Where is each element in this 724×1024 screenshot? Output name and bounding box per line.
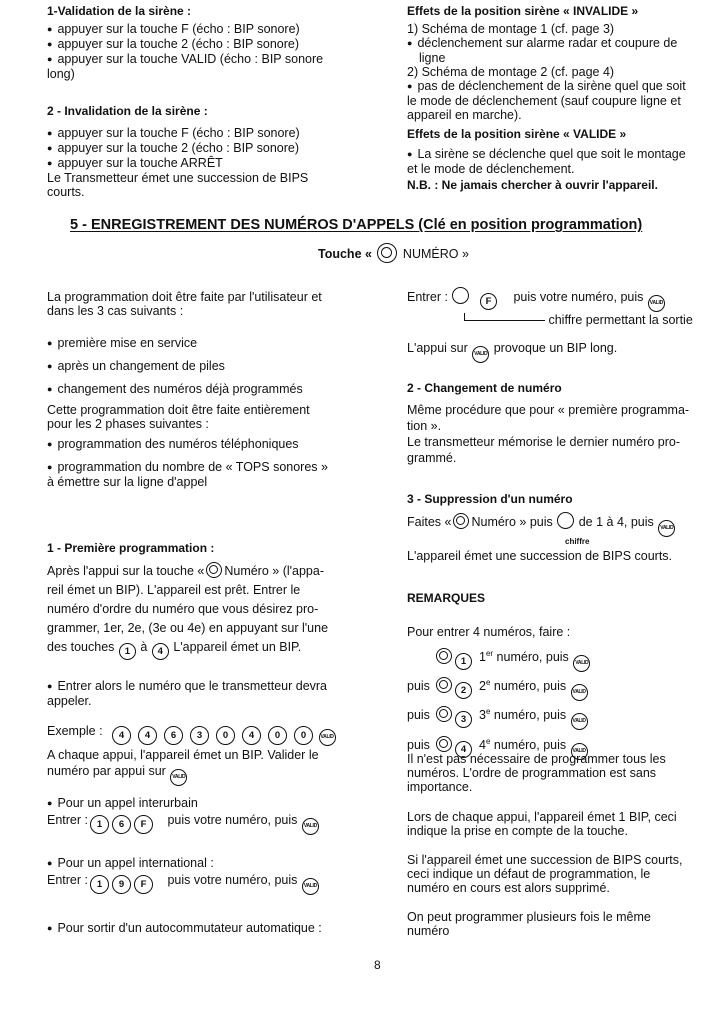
validation-block xyxy=(47,4,360,81)
list-item-cont: à émettre sur la ligne d'appel xyxy=(47,475,208,489)
text-span: de 1 à 4, puis xyxy=(578,515,654,529)
text-line: L'appareil émet une succession de BIPS courts. xyxy=(407,549,673,563)
list-item: ● appuyer sur la touche 2 (écho : BIP sonore) xyxy=(47,141,360,156)
key-0-icon: 0 xyxy=(268,726,287,745)
international-block xyxy=(47,856,360,895)
text-line: On peut programmer plusieurs fois le même xyxy=(407,910,651,924)
remarks-heading: REMARQUES xyxy=(407,591,486,605)
international-entry xyxy=(47,871,360,895)
text-line: numéro d'ordre du numéro que vous désirez pro- xyxy=(47,602,319,616)
international-keys xyxy=(88,873,154,890)
example-line xyxy=(47,721,360,746)
touche-label: Touche « xyxy=(318,247,372,261)
valid-key-icon: VALID xyxy=(302,818,319,835)
text-span: 3e numéro, puis xyxy=(479,707,570,723)
change-number-block xyxy=(407,381,719,466)
valid-key-icon: VALID xyxy=(472,346,489,363)
first-programming-heading: 1 - Première programmation : xyxy=(47,541,215,555)
list-item: ● La sirène se déclenche quel que soit le montage xyxy=(407,147,719,162)
key-4-icon: 4 xyxy=(242,726,261,745)
valid-key-icon: VALID xyxy=(571,684,588,701)
text-span: Entrer : xyxy=(47,813,88,827)
interurban-keys xyxy=(88,813,154,830)
key-6-icon: 6 xyxy=(112,815,131,834)
key-2-icon: 2 xyxy=(455,682,472,699)
key-6-icon: 6 xyxy=(164,726,183,745)
list-item: ● appuyer sur la touche 2 (écho : BIP sonore) xyxy=(47,37,360,52)
valid-key-icon: VALID xyxy=(571,713,588,730)
text-span: puis xyxy=(407,737,430,752)
list-item: ● déclenchement sur alarme radar et coupure de xyxy=(407,36,719,51)
key-f-icon: F xyxy=(134,875,153,894)
text-line: numéro en cours est alors supprimé. xyxy=(407,881,610,895)
text-line: reil émet un BIP). L'appareil est prêt. Entrer le xyxy=(47,583,301,597)
text-line: ceci indique un défaut de programmation, le xyxy=(407,867,651,881)
numero-key-icon xyxy=(436,648,452,664)
delete-number-block xyxy=(407,492,719,563)
text-line: indique la prise en compte de la touche. xyxy=(407,824,628,838)
enter-number-block xyxy=(47,679,360,708)
enter-instruction xyxy=(407,287,719,363)
list-item: ● appuyer sur la touche F (écho : BIP sonore) xyxy=(47,126,360,141)
interurban-entry xyxy=(47,811,360,835)
text-span: L'appui sur xyxy=(407,341,468,355)
numero-key-icon xyxy=(206,562,222,578)
key-4-icon: 4 xyxy=(455,741,472,758)
list-item: ● pas de déclenchement de la sirène quel que soit xyxy=(407,79,719,94)
text-line: 1) Schéma de montage 1 (cf. page 3) xyxy=(407,22,615,36)
delete-number-heading: 3 - Suppression d'un numéro xyxy=(407,492,573,506)
text-line: 2) Schéma de montage 2 (cf. page 4) xyxy=(407,65,615,79)
list-item: ● changement des numéros déjà programmés xyxy=(47,382,360,397)
invalid-effects-heading: Effets de la position sirène « INVALIDE » xyxy=(407,4,639,18)
remarks-block xyxy=(407,591,719,760)
key-4-icon: 4 xyxy=(112,726,131,745)
blank-key-icon xyxy=(452,287,469,304)
interurban-block xyxy=(47,796,360,835)
touche-line xyxy=(318,243,469,263)
example-block xyxy=(47,721,360,786)
text-line: Même procédure que pour « première programma- xyxy=(407,403,690,417)
note-1 xyxy=(407,752,719,794)
valid-key-icon: VALID xyxy=(571,743,588,760)
note-4 xyxy=(407,910,719,938)
numero-key-icon xyxy=(436,736,452,752)
key-4-icon: 4 xyxy=(152,643,169,660)
cases-list xyxy=(47,336,360,489)
intro-block xyxy=(47,290,360,318)
key-f-icon: F xyxy=(134,815,153,834)
text-line: grammer, 1er, 2e, (3e ou 4e) en appuyant sur l'une xyxy=(47,621,329,635)
text-line: Le transmetteur mémorise le dernier numéro pro- xyxy=(407,435,681,449)
text-span: L'appareil émet un BIP. xyxy=(173,640,302,654)
nb-warning: N.B. : Ne jamais chercher à ouvrir l'appareil. xyxy=(407,178,658,192)
ordinal-suffix: e xyxy=(485,736,491,746)
first-programming-text xyxy=(47,562,360,660)
text-line: appareil en marche). xyxy=(407,108,522,122)
numero-key-icon xyxy=(436,706,452,722)
text-span: Faites « xyxy=(407,515,452,529)
list-item: ● appuyer sur la touche ARRÊT xyxy=(47,156,360,171)
blank-key-icon xyxy=(557,512,574,529)
text-line: et le mode de déclenchement. xyxy=(407,162,575,176)
key-1-icon: 1 xyxy=(90,875,109,894)
list-item: ● Pour un appel international : xyxy=(47,856,360,871)
list-item xyxy=(407,672,719,701)
text-span: 4e numéro, puis xyxy=(479,736,570,752)
text-span: Numéro » (l'appa- xyxy=(224,564,324,578)
valid-key-icon: VALID xyxy=(170,769,187,786)
chiffre-caption: chiffre xyxy=(565,537,590,546)
list-item-cont: long) xyxy=(47,67,75,81)
touche-numero: NUMÉRO » xyxy=(402,247,469,261)
numero-key-icon xyxy=(453,513,469,529)
list-item: ● appuyer sur la touche F (écho : BIP sonore) xyxy=(47,22,360,37)
example-keys xyxy=(106,724,314,741)
change-number-heading: 2 - Changement de numéro xyxy=(407,381,562,395)
key-1-icon: 1 xyxy=(455,653,472,670)
pointer-line xyxy=(464,313,545,321)
key-4-icon: 4 xyxy=(138,726,157,745)
list-item xyxy=(407,701,719,730)
text-line: Cette programmation doit être faite entièrement xyxy=(47,403,310,417)
valid-key-icon: VALID xyxy=(658,520,675,537)
text-span: numéro par appui sur xyxy=(47,764,166,778)
list-item: ● programmation du nombre de « TOPS sonores » xyxy=(47,460,360,475)
valid-effects-heading: Effets de la position sirène « VALIDE » xyxy=(407,127,627,141)
text-span: Après l'appui sur la touche « xyxy=(47,564,205,578)
text-line: appeler. xyxy=(47,694,92,708)
text-span: 1er numéro, puis xyxy=(479,649,573,665)
list-item: ● Entrer alors le numéro que le transmetteur devra xyxy=(47,679,360,694)
text-span: à xyxy=(140,640,148,654)
list-item: ● après un changement de piles xyxy=(47,359,360,374)
list-item xyxy=(407,643,719,672)
numero-key-icon xyxy=(436,677,452,693)
autocommutator-block xyxy=(47,921,360,936)
ordinal-suffix: e xyxy=(485,707,491,717)
text-span: puis xyxy=(407,679,430,694)
valid-key-icon: VALID xyxy=(319,729,336,746)
text-line: La programmation doit être faite par l'utilisateur et xyxy=(47,290,322,304)
text-span: provoque un BIP long. xyxy=(493,341,618,355)
valid-effects-block xyxy=(407,127,719,192)
text-span: puis votre numéro, puis xyxy=(167,873,298,887)
key-3-icon: 3 xyxy=(455,711,472,728)
text-line: Il n'est pas nécessaire de programmer tous les xyxy=(407,752,666,766)
text-line: le mode de déclenchement (sauf coupure ligne et xyxy=(407,94,681,108)
invalidation-block xyxy=(47,104,360,199)
text-line: courts. xyxy=(47,185,85,199)
text-line: numéro xyxy=(407,924,450,938)
example-label: Exemple : xyxy=(47,724,103,738)
list-item: ● première mise en service xyxy=(47,336,360,351)
text-line: numéros. L'ordre de programmation est sans xyxy=(407,766,657,780)
invalid-effects-block xyxy=(407,4,719,122)
text-line: Si l'appareil émet une succession de BIPS courts, xyxy=(407,853,683,867)
text-span: Entrer : xyxy=(407,290,448,304)
text-span: 2e numéro, puis xyxy=(479,678,570,694)
list-item: ● Pour sortir d'un autocommutateur automatique : xyxy=(47,921,360,936)
ordinal-suffix: e xyxy=(485,678,491,688)
list-item: ● programmation des numéros téléphoniques xyxy=(47,437,360,452)
key-0-icon: 0 xyxy=(216,726,235,745)
sortie-caption: chiffre permettant la sortie xyxy=(548,313,693,327)
text-span: des touches xyxy=(47,640,115,654)
section-title: 5 - ENREGISTREMENT DES NUMÉROS D'APPELS (Clé en position programmation) xyxy=(70,217,643,233)
text-line: Le Transmetteur émet une succession de BIPS xyxy=(47,171,309,185)
key-0-icon: 0 xyxy=(294,726,313,745)
text-line: A chaque appui, l'appareil émet un BIP. Valider le xyxy=(47,748,319,762)
text-line: dans les 3 cas suivants : xyxy=(47,304,184,318)
valid-key-icon: VALID xyxy=(302,878,319,895)
key-3-icon: 3 xyxy=(190,726,209,745)
key-f-icon: F xyxy=(480,293,497,310)
text-span: Numéro » puis xyxy=(471,515,553,529)
text-span: puis votre numéro, puis xyxy=(513,290,644,304)
valid-key-icon: VALID xyxy=(648,295,665,312)
text-line: tion ». xyxy=(407,419,442,433)
list-item: ● Pour un appel interurbain xyxy=(47,796,360,811)
ordinal-suffix: er xyxy=(485,649,494,658)
note-2 xyxy=(407,810,719,838)
invalidation-heading: 2 - Invalidation de la sirène : xyxy=(47,104,208,118)
text-line: Pour entrer 4 numéros, faire : xyxy=(407,625,571,639)
text-span: puis xyxy=(407,708,430,723)
text-line: Lors de chaque appui, l'appareil émet 1 BIP, ceci xyxy=(407,810,677,824)
text-line: pour les 2 phases suivantes : xyxy=(47,417,209,431)
key-9-icon: 9 xyxy=(112,875,131,894)
text-span: puis votre numéro, puis xyxy=(167,813,298,827)
four-numbers-list xyxy=(407,643,719,760)
note-3 xyxy=(407,853,719,895)
list-item-cont: ligne xyxy=(419,51,446,65)
first-programming-block xyxy=(47,541,360,660)
key-1-icon: 1 xyxy=(90,815,109,834)
key-1-icon: 1 xyxy=(119,643,136,660)
text-line: importance. xyxy=(407,780,473,794)
page-number: 8 xyxy=(374,958,381,972)
numero-key-icon xyxy=(377,243,397,263)
valid-key-icon: VALID xyxy=(573,655,590,672)
validation-heading: 1-Validation de la sirène : xyxy=(47,4,192,18)
text-span: Entrer : xyxy=(47,873,88,887)
text-line: grammé. xyxy=(407,451,457,465)
list-item: ● appuyer sur la touche VALID (écho : BIP sonore xyxy=(47,52,360,67)
